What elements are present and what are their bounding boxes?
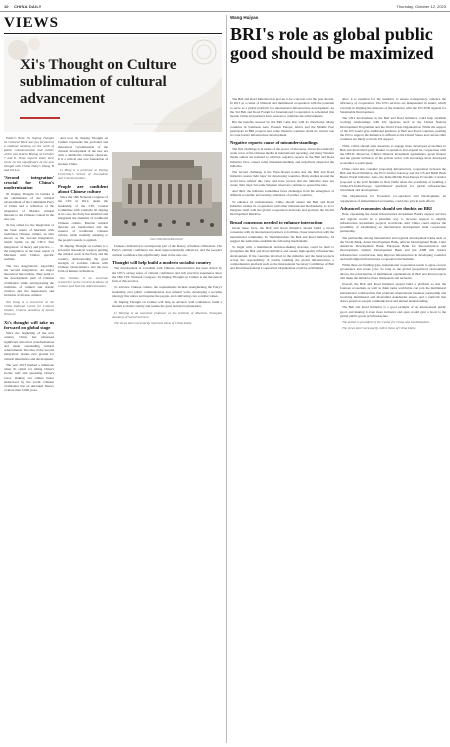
paragraph: Next, expanding the Asian Infrastructure Investment Bank's support services and regions would be a plausible way to increase support to eligible infrastructure investment projects worldwide. And China could explore the possibility of establishing an international development bank cooperation partnership. xyxy=(340,212,446,234)
paragraph: While there are funding gaps, international cooperation needs to agree on new governance and create jobs. So long as the global geopolitical environment allows, the participation of multilateral organizations in Belt and Road projects will make the initiative more transparent and inclusive. xyxy=(340,263,446,280)
left-article xyxy=(4,36,222,743)
left-column-3 xyxy=(112,244,222,741)
right-column-2 xyxy=(340,97,446,743)
paragraph: The UN's involvement in the Belt and Road Initiative could help establish working relationships with UN agencies such as the United Nations Development Programme and the World Trade Organization. While the support of the UN would give additional guidance to Belt and Road countries, pushing the UN to support the initiative is difficult as the United States and certain other countries are likely to block UN support. xyxy=(340,116,446,142)
paragraph: Xi Jinping Thought on Culture will help us advance with confidence, build a modern socialist country and realize the great national rejuvenation. xyxy=(112,300,222,309)
paragraph: The Belt and Road Initiative has proven to be a success over the past decade. In 2013 as a center of bilateral and multilateral cooperation with the potential to serve as a global platform for international infrastructure development. As the 3rd Belt and Road Forum for International Cooperation is scheduled this month, China and partners have reasons to celebrate the achievements. xyxy=(230,97,334,118)
paragraph: And now Xi Jinping Thought on Culture represents the profound and theoretical crystallization of the cultural development of the new era with a distinctive Chinese character. It is a critical and core foundation of modern China. xyxy=(58,136,108,166)
paragraph: Xi Jinping Thought on Culture is a powerful theoretical weapon guiding the cultural work of the Party and the country, demonstrating the great strength of socialist culture with Chinese characteristics and the new form of human civilization. xyxy=(58,243,108,274)
paragraph: The 'two integrations', especially the 'second integration', are major theoretical innovations. They point to the development path of Chinese civilization while reinvigorating the traditions of cultural and artistic creation and the suppression and inclusion of diverse cultures. xyxy=(4,263,54,298)
photo-caption: ZHU XINGXIN/CHINA DAILY xyxy=(150,238,184,241)
author-name: Wang Huiyao xyxy=(230,15,259,20)
disclaimer: The views don't necessarily reflect those of China Daily. xyxy=(342,326,417,331)
masthead xyxy=(0,0,450,12)
paragraph: Given these facts, the Belt and Road Initiative should build a broad consensus with its international partners to facilitate closer interaction with the international community. To 'multilateralize' the Belt and Road Initiative, I'd suggest the authorities establish the following mechanisms. xyxy=(230,226,334,243)
photo-illustration xyxy=(112,152,222,236)
paper-name: CHINA DAILY xyxy=(14,4,42,9)
left-headline: Xi's Thought on Culture sublimation of cultural advancement xyxy=(20,57,177,107)
author-bio: Li Ming is a professor at Peking University's School of Journalism and Communication. xyxy=(58,167,108,181)
paragraph: Xi Jinping Thought on Culture is the sublimation of the cultural advancement of the Communist Party of China and a reflection of the adaptation of Marxist cultural theories to the Chinese context in the new era. xyxy=(4,191,54,221)
subhead-global-stage: Xi's thought will take us forward on global stage xyxy=(4,319,54,330)
paragraph: The first challenge is in terms of the power of discourse. Given the relatively weak voice of the Chinese media in international reporting, and many Western media outlets are inclined to criticize, negative reports on the Belt and Road Initiative have caused some misunderstandings and negatively impacted the initiative. xyxy=(230,146,334,168)
right-column-1 xyxy=(230,97,334,743)
paragraph: Also, it is essential for the initiative to ensure transparency, enhance the efficiency of cooperation. The UN's services are independent in nature, which can help in aligning the interests of the initiative with the UN 2030 Agenda for Sustainable Development. xyxy=(340,97,446,114)
author-bio: Sun Jiashan is an associate researcher at the Central Academy of Culture and Tourism Administration. xyxy=(58,275,108,288)
paragraph: To enhance its inclusiveness, China should ensure the Belt and Road Initiative widens its cooperation with other international mechanisms, so as to integrate itself with the global cooperation networks and promote the Global Development Initiative. xyxy=(230,199,334,217)
editors-note: Editor's Note: Xi Jinping Thought on Cultural Work was put forward at a national meeting on the work of public communication and culture which was held in Beijing on October 7 and 8. Three experts share their views on the significance of the new thought with China Daily's Zhang Yi and Xin Lei. xyxy=(4,136,54,172)
article-photo xyxy=(112,152,222,236)
subhead-negative-reports: Negative reports cause of misunderstandings xyxy=(230,140,318,146)
column-divider xyxy=(226,15,227,743)
paragraph: Third, China should take measures to engage more developed economies in Belt and Road third-party market cooperation and expand its cooperation with the OECD. Moreover, China's bilateral investment agreements, green finance and the greater inclusion of the private sector will encourage more developed economies to participate. xyxy=(340,143,446,165)
paragraph: To advance Chinese culture, the requirements include strengthening the Party's leadership over public communication and cultural work, developing a socialist ideology that unites and inspires the people, and cultivating core socialist values. xyxy=(112,285,222,298)
issue-date: Thursday, October 12, 2023 xyxy=(396,4,446,9)
author-bio: The author is president of the Center for China and Globalization. xyxy=(342,320,430,324)
paragraph: The Organization for Economic Co-operation and Development, an organization of industrialized economies, could also join in such efforts. xyxy=(340,194,446,203)
page-number: 10 xyxy=(4,4,9,9)
paragraph: The second challenge is the West-floated notion that the Belt and Road Initiative creates 'debt traps' for developing countries. Many studies around the world have refuted this view and have proven that the initiative does not create 'debt traps' but some Western observers continue to spread the idea. xyxy=(230,170,334,187)
paragraph: The Belt and Road Initiative is a good example of an international public good, and making it even more inclusive and open would give a boost to the global public goods in infrastructure. xyxy=(340,305,446,318)
author-bio: Wei Jiang is a researcher at the China National Center for Cultural Studies, Chinese Academy of Social Sciences. xyxy=(4,299,54,317)
paragraph: China could also consider proposing infrastructure cooperation between the Belt and Road Initiative, the EU's Global Gateway and the US-led Build Back Better World initiative. Also, the India-Middle East-Europe Economic Corridor proposed at the G20 Summit in New Delhi raises the possibility of building a China-US-India-Europe 'quadrilateral' platform for global infrastructure investment and development. xyxy=(340,166,446,192)
paragraph: Since the 18th National Congress of the CPC in 2012, under the leadership of the CPC Central Committee with Comrade Xi Jinping at its core, the Party has inherited and integrated the elements of traditional Chinese culture. Marxist cultural theories are transformed and the essence of traditional Chinese culture, while carefully adapting to the people's needs, is applied. xyxy=(58,195,108,242)
section-rule xyxy=(4,33,222,34)
paragraph: The partnership among international and regional development banks such as the World Bank, Asian Development Bank, African Development Bank, Latin American Development Bank, European Bank for Reconstruction and Development, Islamic Development Bank and the AIIB will bolster infrastructure construction, help improve infrastructure in developing countries and build digital infrastructure cooperation mechanisms. xyxy=(340,235,446,261)
paragraph: And third, the initiative sometimes faces challenges from the emergence of different economic and security situations of partner countries. xyxy=(230,189,334,198)
headline-accent xyxy=(20,117,60,119)
paragraph: The development of socialism with Chinese characteristics has been driven by the CPC's strong sense of cultural confidence and rich practical experience since the 18th CPC National Congress. Xi Jinping Thought on Culture is the theoretical fruit of this practice. xyxy=(112,266,222,283)
author-bio: Li Wenjing is an associate professor at the Institute of Marxism, Shanghai Academy of Social Sciences. xyxy=(112,310,222,319)
right-headline: BRI's role as global public good should be maximized xyxy=(230,24,434,63)
paragraph: Chinese civilization is an important part of the history of human civilization. The Party's cultural confidence has been unprecedentedly enhanced, and the people's cultural confidence has significantly risen in the new era. xyxy=(112,244,222,257)
paragraph: To begin with, a multilateral decision-making structure could be built to strengthen the Belt and Road Initiative and ensure high-quality infrastructure development. If the countries involved in the initiative and the bank projects accept the responsibility of jointly building the global infrastructure, a comprehensive platform such as the International Secretary Committee of Belt and Road International Cooperation Organization could be established. xyxy=(230,245,334,271)
paragraph: The year 2013 marked a milestone when Xi called for telling China's stories well and spreading China's voice, making our culture better understood by the world. Chinese civilization has an unbroken history of more than 5,000 years. xyxy=(4,362,54,393)
paragraph: But the benefits secured by the BRI come also with its drawbacks. Many countries in Southeast Asia, Eastern Europe, Africa and the Middle East participate in BRI projects and some Western countries doubt its crucial role in cross-border infrastructure development. xyxy=(230,120,334,137)
hero-banner xyxy=(4,36,222,132)
section-title: VIEWS xyxy=(4,15,60,31)
subhead-confident: People are confident about Chinese culture xyxy=(58,183,108,194)
left-column-1 xyxy=(4,136,54,741)
disclaimer: The views don't necessarily represent those of China Daily. xyxy=(114,321,193,325)
subhead-advanced-economies: Advanced economies should see doubts on BRI xyxy=(340,205,432,211)
subhead-modern-country: Thought will help build a modern socialist country xyxy=(112,259,212,265)
right-article xyxy=(230,15,446,743)
paragraph: Xi has called for the integration of the basic tenets of Marxism with traditional Chinese culture, an idea known as the 'second integration', which builds on the CPC's 'first integration' of theory and practice — the integration of the basic tenets of Marxism with China's specific realities. xyxy=(4,223,54,262)
left-column-2 xyxy=(58,136,108,741)
paragraph: Overall, the Belt and Road Initiative should build a platform so that the fourteen economies as well as think tanks worldwide can join the multilateral international collaboration that promotes international business partnership and resolving multilateral and diversified stakeholder issues, and a platform that draws people-to-people communication and mutual understanding. xyxy=(340,282,446,303)
paragraph: Since the beginning of the new century, China has witnessed significant historical transformations and made outstanding cultural achievements. The idea of the 'second integration' breaks new ground for cultural inheritance and development. xyxy=(4,331,54,361)
subhead-second-integration: 'Second integration' crucial for China's modernization xyxy=(4,175,54,190)
subhead-broad-consensus: Broad consensus needed to enhance interaction xyxy=(230,219,323,225)
